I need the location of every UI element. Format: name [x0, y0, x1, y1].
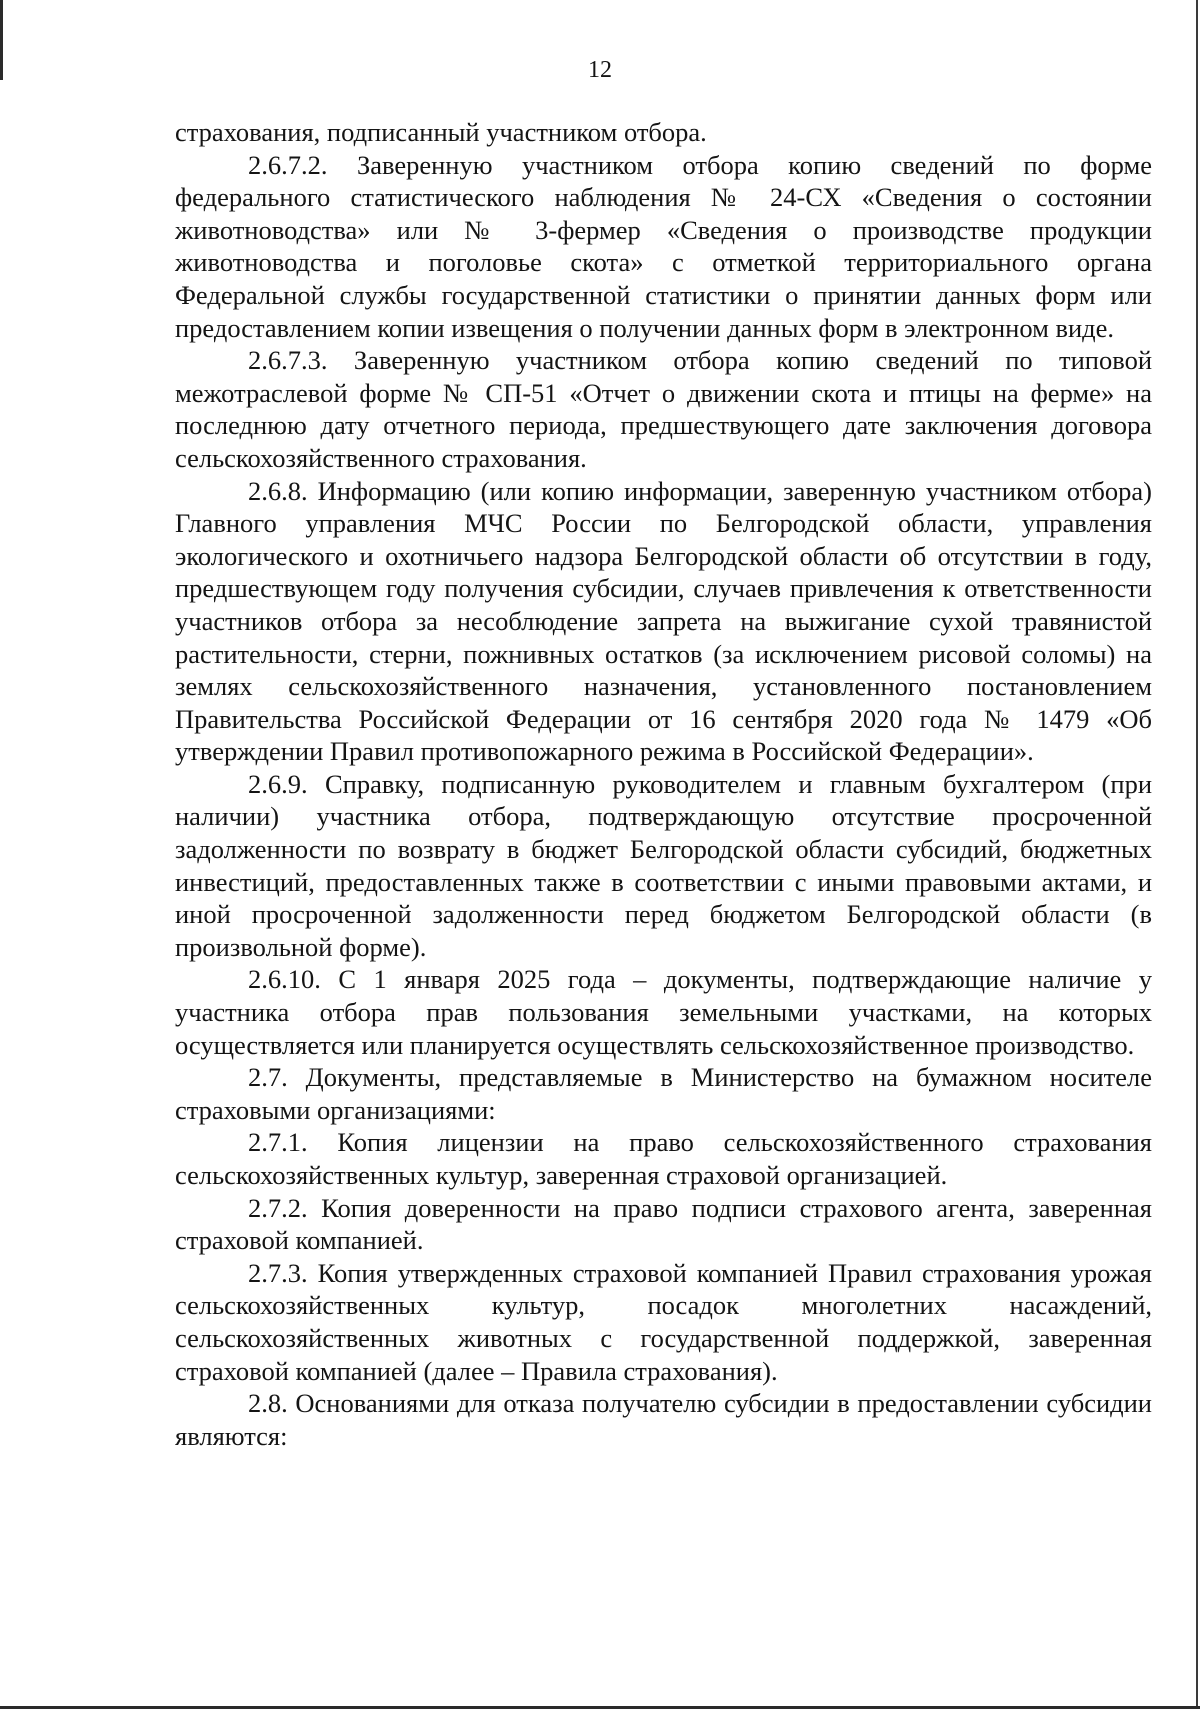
paragraph-2-6-7-2: 2.6.7.2. Заверенную участником отбора копию сведений по форме федерального статистического наблюдения № 24-СХ «Сведения о состоянии животноводства» или № 3-фермер «Сведения о производстве продукции животноводства и поголовье скота» с отметкой территориального органа Федеральной службы государственной статистики о принятии данных форм или предоставлением копии извещения о получении данных форм в электронном виде.	[175, 149, 1152, 343]
paragraph: страхования, подписанный участником отбора.	[175, 117, 707, 147]
paragraph-2-7-1: 2.7.1. Копия лицензии на право сельскохозяйственного страхования сельскохозяйственных культур, заверенная страховой организацией.	[175, 1127, 1152, 1190]
paragraph-2-7-2: 2.7.2. Копия доверенности на право подписи страхового агента, заверенная страховой компанией.	[175, 1192, 1152, 1256]
paragraph-2-6-8: 2.6.8. Информацию (или копию информации, заверенную участником отбора) Главного управления МЧС России по Белгородской области, управления экологического и охотничьего надзора Белгородской области об отсутствии в году, предшествующем году получения субсидии, случаев привлечения к ответственности участников отбора за несоблюдение запрета на выжигание сухой травянистой растительности, стерни, пожнивных остатков (за исключением рисовой соломы) на землях сельскохозяйственного назначения, установленного постановлением Правительства Российской Федерации от 16 сентября 2020 года № 1479 «Об утверждении Правил противопожарного режима в Российской Федерации».	[175, 475, 1152, 767]
paragraph-2-6-9: 2.6.9. Справку, подписанную руководителем и главным бухгалтером (при наличии) участника отбора, подтверждающую отсутствие просроченной задолженности по возврату в бюджет Белгородской области субсидий, бюджетных инвестиций, предоставленных также в соответствии с иными правовыми актами, и иной просроченной задолженности перед бюджетом Белгородской области (в произвольной форме).	[175, 768, 1152, 962]
paragraph-2-6-7-3: 2.6.7.3. Заверенную участником отбора копию сведений по типовой межотраслевой форме № СП-51 «Отчет о движении скота и птицы на ферме» на последнюю дату отчетного периода, предшествующего дате заключения договора сельскохозяйственного страхования.	[175, 345, 1152, 473]
document-body	[175, 116, 1152, 1452]
page-number: 12	[588, 57, 612, 83]
paragraph-2-8: 2.8. Основаниями для отказа получателю субсидии в предоставлении субсидии являются:	[175, 1388, 1152, 1451]
scan-edge-right	[1196, 0, 1198, 1709]
paragraph-2-6-10: 2.6.10. С 1 января 2025 года – документы, подтверждающие наличие у участника отбора прав пользования земельными участками, на которых осуществляется или планируется осуществлять сельскохозяйственное производство.	[175, 964, 1152, 1060]
paragraph-2-7-3: 2.7.3. Копия утвержденных страховой компанией Правил страхования урожая сельскохозяйственных культур, посадок многолетних насаждений, сельскохозяйственных животных с государственной поддержкой, заверенная страховой компанией (далее – Правила страхования).	[175, 1257, 1152, 1386]
paragraph-2-7: 2.7. Документы, представляемые в Министерство на бумажном носителе страховыми организациями:	[175, 1062, 1152, 1125]
